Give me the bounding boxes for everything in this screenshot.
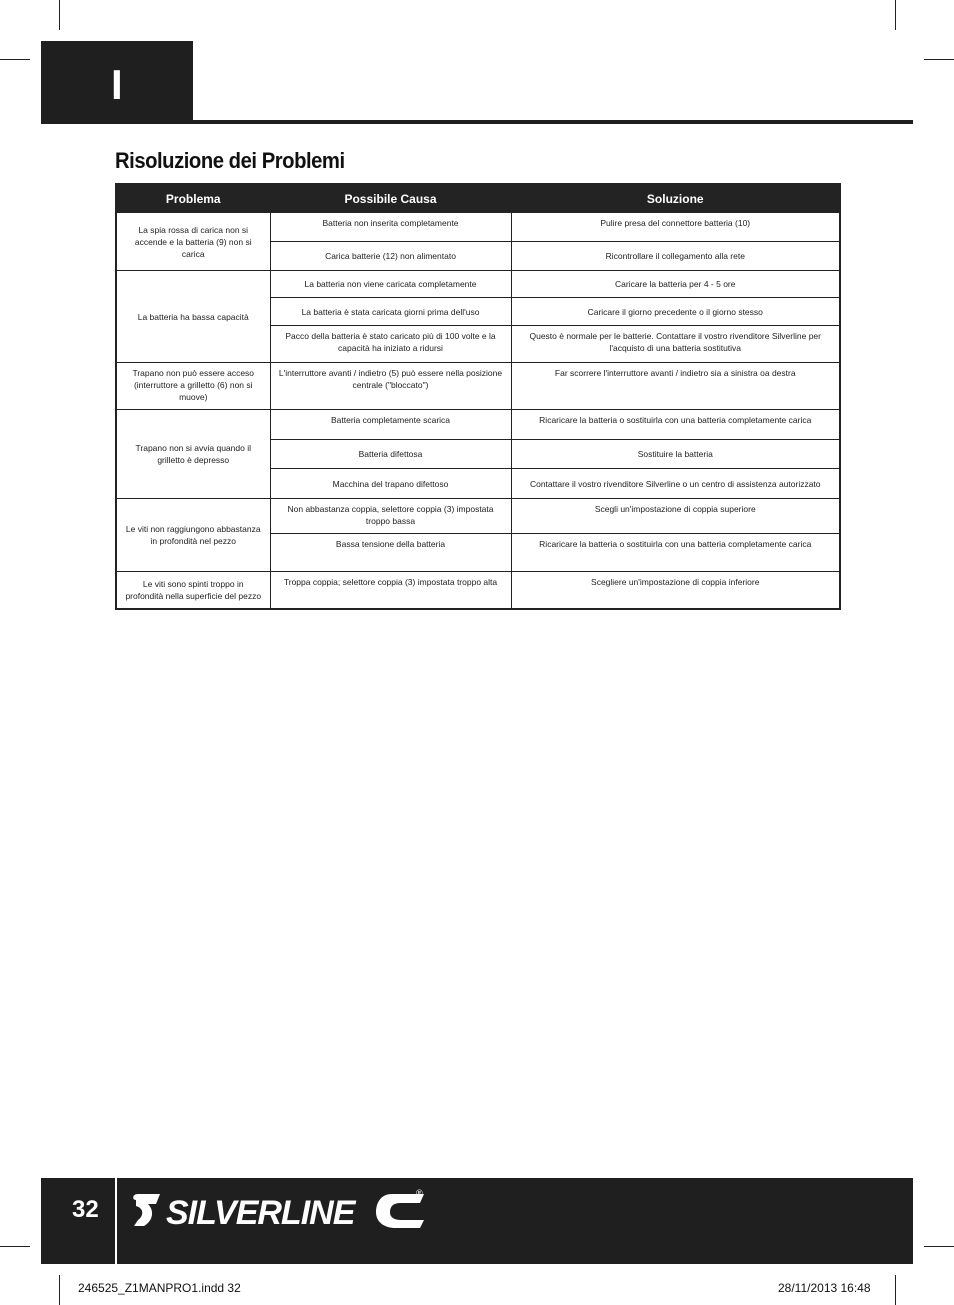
- solution-cell: Far scorrere l'interruttore avanti / indietro sia a sinistra oa destra: [511, 363, 840, 410]
- solution-cell: Caricare la batteria per 4 - 5 ore: [511, 271, 840, 298]
- table-row: [116, 572, 840, 609]
- table-header-row: [116, 184, 840, 213]
- header-solution: Soluzione: [511, 184, 840, 213]
- slug-filename: 246525_Z1MANPRO1.indd 32: [78, 1281, 241, 1295]
- cause-cell: L'interruttore avanti / indietro (5) può essere nella posizione centrale ("bloccato"): [270, 363, 511, 410]
- problem-cell: Le viti sono spinti troppo in profondità nella superficie del pezzo: [116, 572, 270, 609]
- page-number: 32: [72, 1196, 99, 1223]
- solution-cell: Caricare il giorno precedente o il giorno stesso: [511, 298, 840, 326]
- problem-cell: La batteria ha bassa capacità: [116, 271, 270, 363]
- crop-mark: [0, 1246, 30, 1247]
- table-row: [116, 363, 840, 410]
- cause-cell: Macchina del trapano difettoso: [270, 469, 511, 499]
- crop-mark: [924, 59, 954, 60]
- cause-cell: Batteria non inserita completamente: [270, 213, 511, 242]
- problem-cell: Le viti non raggiungono abbastanza in profondità nel pezzo: [116, 499, 270, 572]
- problem-cell: Trapano non può essere acceso (interruttore a grilletto (6) non si muove): [116, 363, 270, 410]
- cause-cell: Bassa tensione della batteria: [270, 534, 511, 572]
- cause-cell: La batteria è stata caricata giorni prima dell'uso: [270, 298, 511, 326]
- troubleshooting-table: [115, 183, 841, 610]
- cause-cell: Non abbastanza coppia, selettore coppia (3) impostata troppo bassa: [270, 499, 511, 534]
- cause-cell: Carica batterie (12) non alimentato: [270, 242, 511, 271]
- header-cause: Possibile Causa: [270, 184, 511, 213]
- registered-mark: ®: [416, 1188, 423, 1198]
- header-rule: [41, 120, 913, 124]
- language-tab: [41, 41, 193, 121]
- solution-cell: Scegliere un'impostazione di coppia inferiore: [511, 572, 840, 609]
- troubleshooting-table-wrap: [115, 183, 839, 610]
- silverline-logo: [130, 1186, 430, 1241]
- cause-cell: La batteria non viene caricata completamente: [270, 271, 511, 298]
- header-problem: Problema: [116, 184, 270, 213]
- crop-mark: [0, 59, 30, 60]
- solution-cell: Ricaricare la batteria o sostituirla con una batteria completamente carica: [511, 534, 840, 572]
- crop-mark: [59, 0, 60, 30]
- slug-date: 28/11/2013 16:48: [778, 1281, 871, 1295]
- cause-cell: Batteria completamente scarica: [270, 410, 511, 440]
- solution-cell: Ricaricare la batteria o sostituirla con una batteria completamente carica: [511, 410, 840, 440]
- solution-cell: Ricontrollare il collegamento alla rete: [511, 242, 840, 271]
- crop-mark: [924, 1246, 954, 1247]
- crop-mark: [895, 1275, 896, 1305]
- problem-cell: La spia rossa di carica non si accende e la batteria (9) non si carica: [116, 213, 270, 271]
- solution-cell: Questo è normale per le batterie. Contattare il vostro rivenditore Silverline per l'acquisto di una batteria sostitutiva: [511, 326, 840, 363]
- section-letter: I: [111, 61, 123, 108]
- solution-cell: Pulire presa del connettore batteria (10): [511, 213, 840, 242]
- logo-wordmark: SILVERLINE: [166, 1194, 355, 1232]
- cause-cell: Batteria difettosa: [270, 440, 511, 469]
- footer-divider: [115, 1178, 117, 1264]
- cause-cell: Pacco della batteria è stato caricato più di 100 volte e la capacità ha iniziato a ridursi: [270, 326, 511, 363]
- table-row: [116, 410, 840, 440]
- crop-mark: [895, 0, 896, 30]
- crop-mark: [59, 1275, 60, 1305]
- page-title: Risoluzione dei Problemi: [115, 148, 345, 173]
- table-row: [116, 271, 840, 298]
- solution-cell: Sostituire la batteria: [511, 440, 840, 469]
- table-row: [116, 499, 840, 534]
- solution-cell: Scegli un'impostazione di coppia superiore: [511, 499, 840, 534]
- problem-cell: Trapano non si avvia quando il grilletto è depresso: [116, 410, 270, 499]
- cause-cell: Troppa coppia; selettore coppia (3) impostata troppo alta: [270, 572, 511, 609]
- table-row: [116, 213, 840, 242]
- solution-cell: Contattare il vostro rivenditore Silverline o un centro di assistenza autorizzato: [511, 469, 840, 499]
